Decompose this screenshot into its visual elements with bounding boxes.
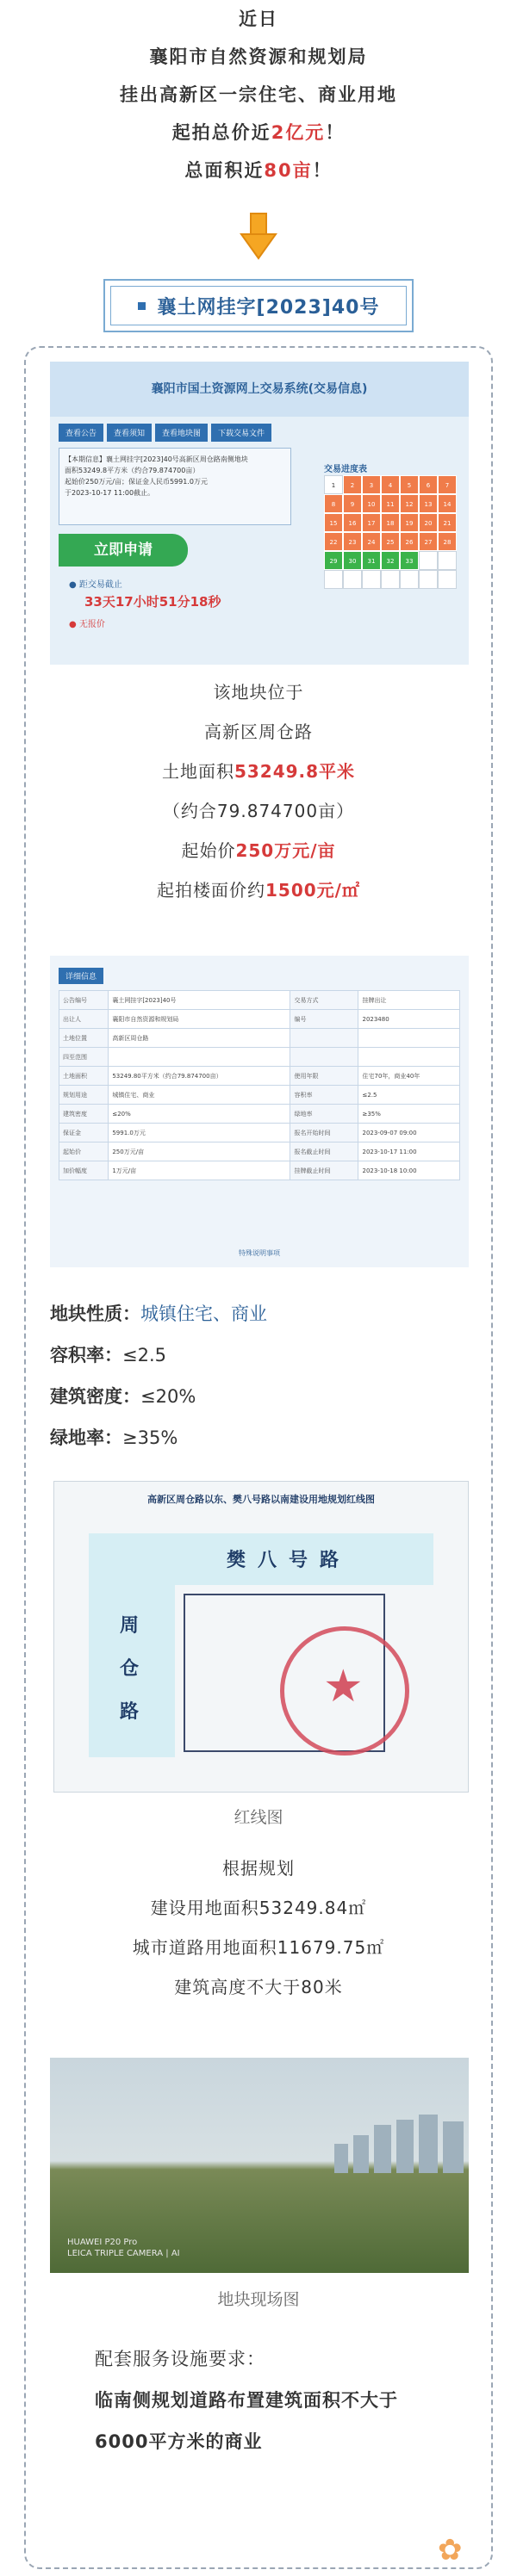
trade-system-header: 襄阳市国土资源网上交易系统(交易信息) [50,362,469,417]
progress-cell: 24 [362,532,381,551]
progress-cell: 30 [343,551,362,570]
table-key-cell: 挂牌截止时间 [290,1161,358,1180]
countdown-value: 33天17小时51分18秒 [84,594,221,610]
table-value-cell: ≤20% [109,1105,290,1124]
table-value-cell: 挂牌出让 [358,991,460,1010]
intro-line-5-suffix: ！ [312,160,333,181]
seal-star-icon: ★ [323,1661,364,1712]
progress-cell: 9 [343,494,362,513]
plan-line-2: 建设用地面积53249.84㎡ [150,1898,367,1918]
table-key-cell [290,1029,358,1048]
table-value-cell: 2023480 [358,1010,460,1029]
land-area-line [0,758,517,783]
document-title: 襄土网挂字[2023]40号 [157,296,380,319]
progress-cell: 10 [362,494,381,513]
progress-cell: 1 [324,475,343,494]
progress-cell [362,570,381,589]
table-value-cell: 住宅70年，商业40年 [358,1067,460,1086]
table-value-cell [358,1029,460,1048]
detail-info-screenshot [50,956,469,1267]
intro-line-4-suffix: ！ [325,122,346,143]
progress-cell: 17 [362,513,381,532]
photo-building [374,2125,391,2173]
trade-notice [59,448,291,525]
plan-line-4: 建筑高度不大于80米 [174,1977,343,1997]
table-row [59,1067,460,1086]
intro-line-3-highlight: 住宅、商业用地 [258,84,397,105]
map-road-name-char: 路 [120,1701,140,1723]
table-row [59,1010,460,1029]
intro-line-5-prefix: 总面积近 [184,160,265,181]
attr-building-density [50,1383,196,1409]
progress-cell: 12 [400,494,419,513]
progress-cell: 23 [343,532,362,551]
camera-watermark [67,2237,180,2259]
progress-cell [419,570,438,589]
down-arrow-icon [240,212,277,262]
attr-key: 地块性质： [50,1303,140,1324]
title-square-icon [138,302,146,310]
floor-price-line [0,876,517,901]
photo-building [353,2135,369,2173]
map-road-vertical [89,1533,175,1757]
progress-cell [438,551,457,570]
table-key-cell: 出让人 [59,1010,109,1029]
attr-key: 容积率： [50,1345,122,1365]
progress-cell: 19 [400,513,419,532]
intro-line-5-highlight: 80亩 [264,160,313,181]
progress-cell: 22 [324,532,343,551]
table-row [59,1142,460,1161]
table-value-cell: 2023-10-18 10:00 [358,1161,460,1180]
table-key-cell: 保证金 [59,1124,109,1142]
apply-now-button[interactable]: 立即申请 [59,534,188,567]
attr-key: 建筑密度： [50,1386,140,1407]
no-bid-status: ● 无报价 [69,620,105,629]
map-road-name-char: 仓 [120,1658,140,1680]
start-price-prefix: 起始价 [181,840,236,861]
tab-view-instructions[interactable]: 查看须知 [107,424,152,442]
progress-cell [324,570,343,589]
progress-cell: 16 [343,513,362,532]
progress-cell: 14 [438,494,457,513]
location-line-2: 高新区周仓路 [204,721,313,742]
progress-cell: 6 [419,475,438,494]
table-row [59,1029,460,1048]
photo-building [443,2121,464,2173]
progress-cell [419,551,438,570]
table-key-cell: 土地位置 [59,1029,109,1048]
table-key-cell: 报名截止时间 [290,1142,358,1161]
detail-info-tab[interactable]: 详细信息 [59,968,103,984]
trade-tabs [59,424,271,442]
table-key-cell: 加价幅度 [59,1161,109,1180]
progress-cell: 29 [324,551,343,570]
requirement-line-3 [95,2428,262,2454]
table-key-cell: 使用年限 [290,1067,358,1086]
detail-table [59,990,460,1180]
table-value-cell [109,1048,290,1067]
table-key-cell: 绿地率 [290,1105,358,1124]
progress-cell: 31 [362,551,381,570]
plan-line-3: 城市道路用地面积11679.75㎡ [132,1937,385,1958]
land-area-value: 53249.8平米 [234,761,356,782]
table-key-cell: 容积率 [290,1086,358,1105]
table-value-cell: 2023-09-07 09:00 [358,1124,460,1142]
floor-price-prefix: 起拍楼面价约 [157,880,266,901]
trade-system-screenshot [50,362,469,665]
progress-cell: 13 [419,494,438,513]
table-value-cell: 城镇住宅、商业 [109,1086,290,1105]
lotus-icon: ✿ [438,2533,463,2567]
attr-key: 绿地率： [50,1427,122,1448]
progress-cell: 2 [343,475,362,494]
intro-line-5 [0,157,517,183]
plan-line-1: 根据规划 [222,1858,295,1879]
attr-value: ≤20% [140,1386,196,1407]
requirement-text: 6000平方米的商业 [95,2431,263,2452]
photo-building [334,2144,348,2173]
table-key-cell: 规划用途 [59,1086,109,1105]
intro-line-1: 近日 [239,9,278,29]
table-row [59,1048,460,1067]
table-value-cell: 250万元/亩 [109,1142,290,1161]
intro-line-2: 襄阳市自然资源和规划局 [149,46,368,67]
map-title: 高新区周仓路以东、樊八号路以南建设用地规划红线图 [147,1494,375,1505]
document-title-box [103,279,414,332]
table-row [59,1105,460,1124]
map-road-name-char: 周 [120,1615,140,1637]
table-value-cell: 5991.0万元 [109,1124,290,1142]
countdown-label-text: 距交易截止 [78,580,122,590]
progress-cell: 21 [438,513,457,532]
table-row [59,1161,460,1180]
progress-cell: 25 [381,532,400,551]
notice-line: 【本期信息】襄土网挂字[2023]40号高新区周仓路南侧地块 [65,455,248,463]
table-value-cell: 襄阳市自然资源和规划局 [109,1010,290,1029]
table-value-cell: 53249.80平方米（约合79.874700亩） [109,1067,290,1086]
progress-cell: 33 [400,551,419,570]
table-key-cell: 公告编号 [59,991,109,1010]
intro-line-4-prefix: 起拍总价近 [171,122,271,143]
table-key-cell: 建筑密度 [59,1105,109,1124]
land-area-prefix: 土地面积 [161,761,234,782]
requirement-line-2 [95,2387,398,2412]
progress-cell: 27 [419,532,438,551]
progress-cell: 32 [381,551,400,570]
progress-grid [324,475,457,589]
table-key-cell: 四至范围 [59,1048,109,1067]
progress-cell [438,570,457,589]
intro-line-4 [0,119,517,145]
table-key-cell: 交易方式 [290,991,358,1010]
attr-land-nature [50,1300,267,1326]
progress-cell [400,570,419,589]
table-value-cell: 襄土网挂字[2023]40号 [109,991,290,1010]
table-row [59,991,460,1010]
tab-view-notice[interactable]: 查看公告 [59,424,103,442]
progress-cell: 11 [381,494,400,513]
table-key-cell: 起始价 [59,1142,109,1161]
table-key-cell: 土地面积 [59,1067,109,1086]
progress-cell: 20 [419,513,438,532]
table-key-cell [290,1048,358,1067]
table-value-cell: 高新区周仓路 [109,1029,290,1048]
tab-download-files[interactable]: 下载交易文件 [211,424,271,442]
progress-cell: 4 [381,475,400,494]
photo-building [396,2120,414,2173]
requirement-title: 配套服务设施要求： [95,2349,265,2369]
progress-cell: 5 [400,475,419,494]
table-row [59,1086,460,1105]
attr-value: ≥35% [122,1427,178,1448]
progress-cell: 18 [381,513,400,532]
attr-green-ratio [50,1424,178,1450]
watermark-line: HUAWEI P20 Pro [67,2238,138,2247]
attr-plot-ratio [50,1341,166,1367]
map-road-name-fanba: 樊八号路 [227,1550,352,1571]
photo-building [419,2115,438,2173]
progress-cell: 26 [400,532,419,551]
intro-line-4-highlight: 2亿元 [271,122,326,143]
countdown-label: ● 距交易截止 [69,580,122,590]
no-bid-text: 无报价 [78,620,105,629]
map-caption: 红线图 [234,1808,283,1827]
notice-line: 于2023-10-17 11:00截止。 [65,489,155,497]
intro-line-3 [0,81,517,107]
start-price-value: 250万元/亩 [235,840,336,861]
table-value-cell: ≤2.5 [358,1086,460,1105]
table-value-cell: 2023-10-17 11:00 [358,1142,460,1161]
table-value-cell [358,1048,460,1067]
photo-caption: 地块现场图 [217,2290,300,2309]
progress-cell [381,570,400,589]
requirement-text: 临南侧规划道路布置建筑面积不大于 [95,2390,398,2411]
progress-cell [343,570,362,589]
floor-price-value: 1500元/㎡ [265,880,360,901]
attr-value: 城镇住宅、商业 [140,1303,267,1324]
table-row [59,1124,460,1142]
attr-value: ≤2.5 [122,1345,166,1365]
table-value-cell: ≥35% [358,1105,460,1124]
site-photo [50,2058,469,2273]
table-value-cell: 1万元/亩 [109,1161,290,1180]
red-line-map [53,1481,469,1793]
notice-line: 面积53249.8平方米（约合79.874700亩） [65,467,200,474]
progress-grid-title: 交易进度表 [324,465,367,474]
start-price-line [0,837,517,862]
watermark-line: LEICA TRIPLE CAMERA | AI [67,2249,180,2258]
location-line-1: 该地块位于 [213,682,304,703]
detail-footer: 特殊说明事项 [239,1249,280,1257]
table-key-cell: 编号 [290,1010,358,1029]
progress-cell: 28 [438,532,457,551]
progress-cell: 7 [438,475,457,494]
progress-cell: 8 [324,494,343,513]
table-key-cell: 报名开始时间 [290,1124,358,1142]
notice-line: 起始价250万元/亩；保证金人民币5991.0万元 [65,478,208,486]
progress-cell: 15 [324,513,343,532]
land-area-mu: （约合79.874700亩） [162,801,355,821]
tab-view-parcel-map[interactable]: 查看地块图 [155,424,208,442]
intro-line-3-prefix: 挂出高新区一宗 [120,84,258,105]
progress-cell: 3 [362,475,381,494]
